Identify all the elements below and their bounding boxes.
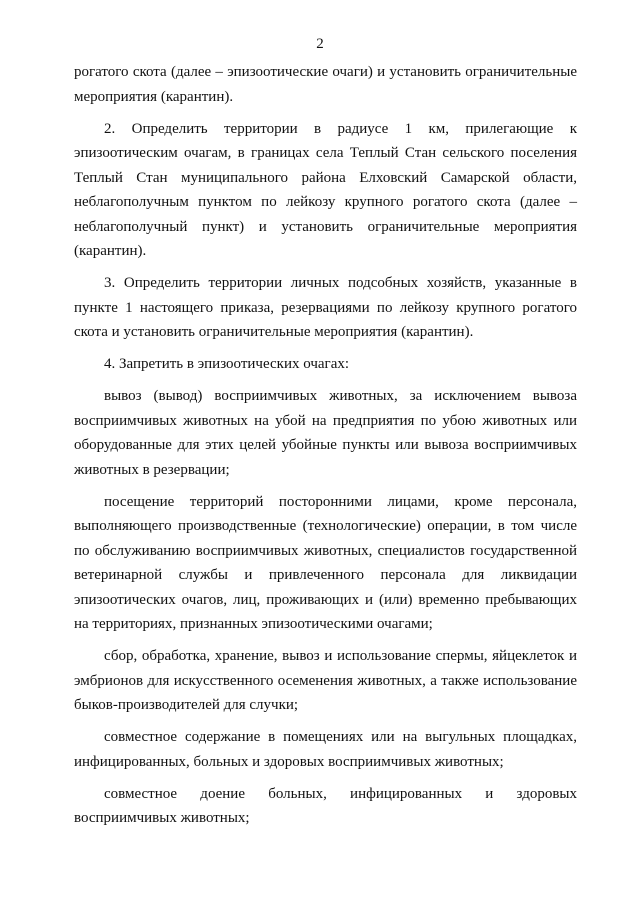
- paragraph-prohibition-export: вывоз (вывод) восприимчивых животных, за исключением вывоза восприимчивых животных на убой на предприятия по убою животных или оборудованные для этих целей убойные пункты или вывоза восприимчивых животных в резервации;: [74, 388, 577, 478]
- paragraph-continuation: рогатого скота (далее – эпизоотические очаги) и установить ограничительные мероприятия (карантин).: [74, 64, 577, 105]
- paragraph-item-2: 2. Определить территории в радиусе 1 км, прилегающие к эпизоотическим очагам, в границах села Теплый Стан сельского поселения Теплый Стан муниципального района Елховский Самарской области, неблагополучным пунктом по лейкозу крупного рогатого скота (далее – неблагополучный пункт) и установить ограничительные мероприятия (карантин).: [74, 120, 577, 259]
- paragraph-prohibition-joint-milking: совместное доение больных, инфицированных и здоровых восприимчивых животных;: [74, 785, 577, 826]
- page-number: 2: [316, 36, 324, 52]
- paragraph-item-4: 4. Запретить в эпизоотических очагах:: [104, 356, 350, 372]
- paragraph-prohibition-visits: посещение территорий посторонними лицами, кроме персонала, выполняющего производственные (технологические) операции, в том числе по обслуживанию восприимчивых животных, специалистов государственной ветеринарной службы и привлеченного персонала для ликвидации эпизоотических очагов, лиц, проживающих и (или) временно пребывающих на территориях, признанных эпизоотическими очагами;: [74, 493, 577, 632]
- paragraph-prohibition-semen: сбор, обработка, хранение, вывоз и использование спермы, яйцеклеток и эмбрионов для искусственного осеменения животных, а также использование быков-производителей для случки;: [74, 648, 577, 713]
- paragraph-prohibition-joint-keeping: совместное содержание в помещениях или на выгульных площадках, инфицированных, больных и здоровых восприимчивых животных;: [74, 729, 577, 770]
- document-body: [74, 60, 577, 838]
- paragraph-item-3: 3. Определить территории личных подсобных хозяйств, указанные в пункте 1 настоящего приказа, резервациями по лейкозу крупного рогатого скота и установить ограничительные мероприятия (карантин).: [74, 275, 577, 340]
